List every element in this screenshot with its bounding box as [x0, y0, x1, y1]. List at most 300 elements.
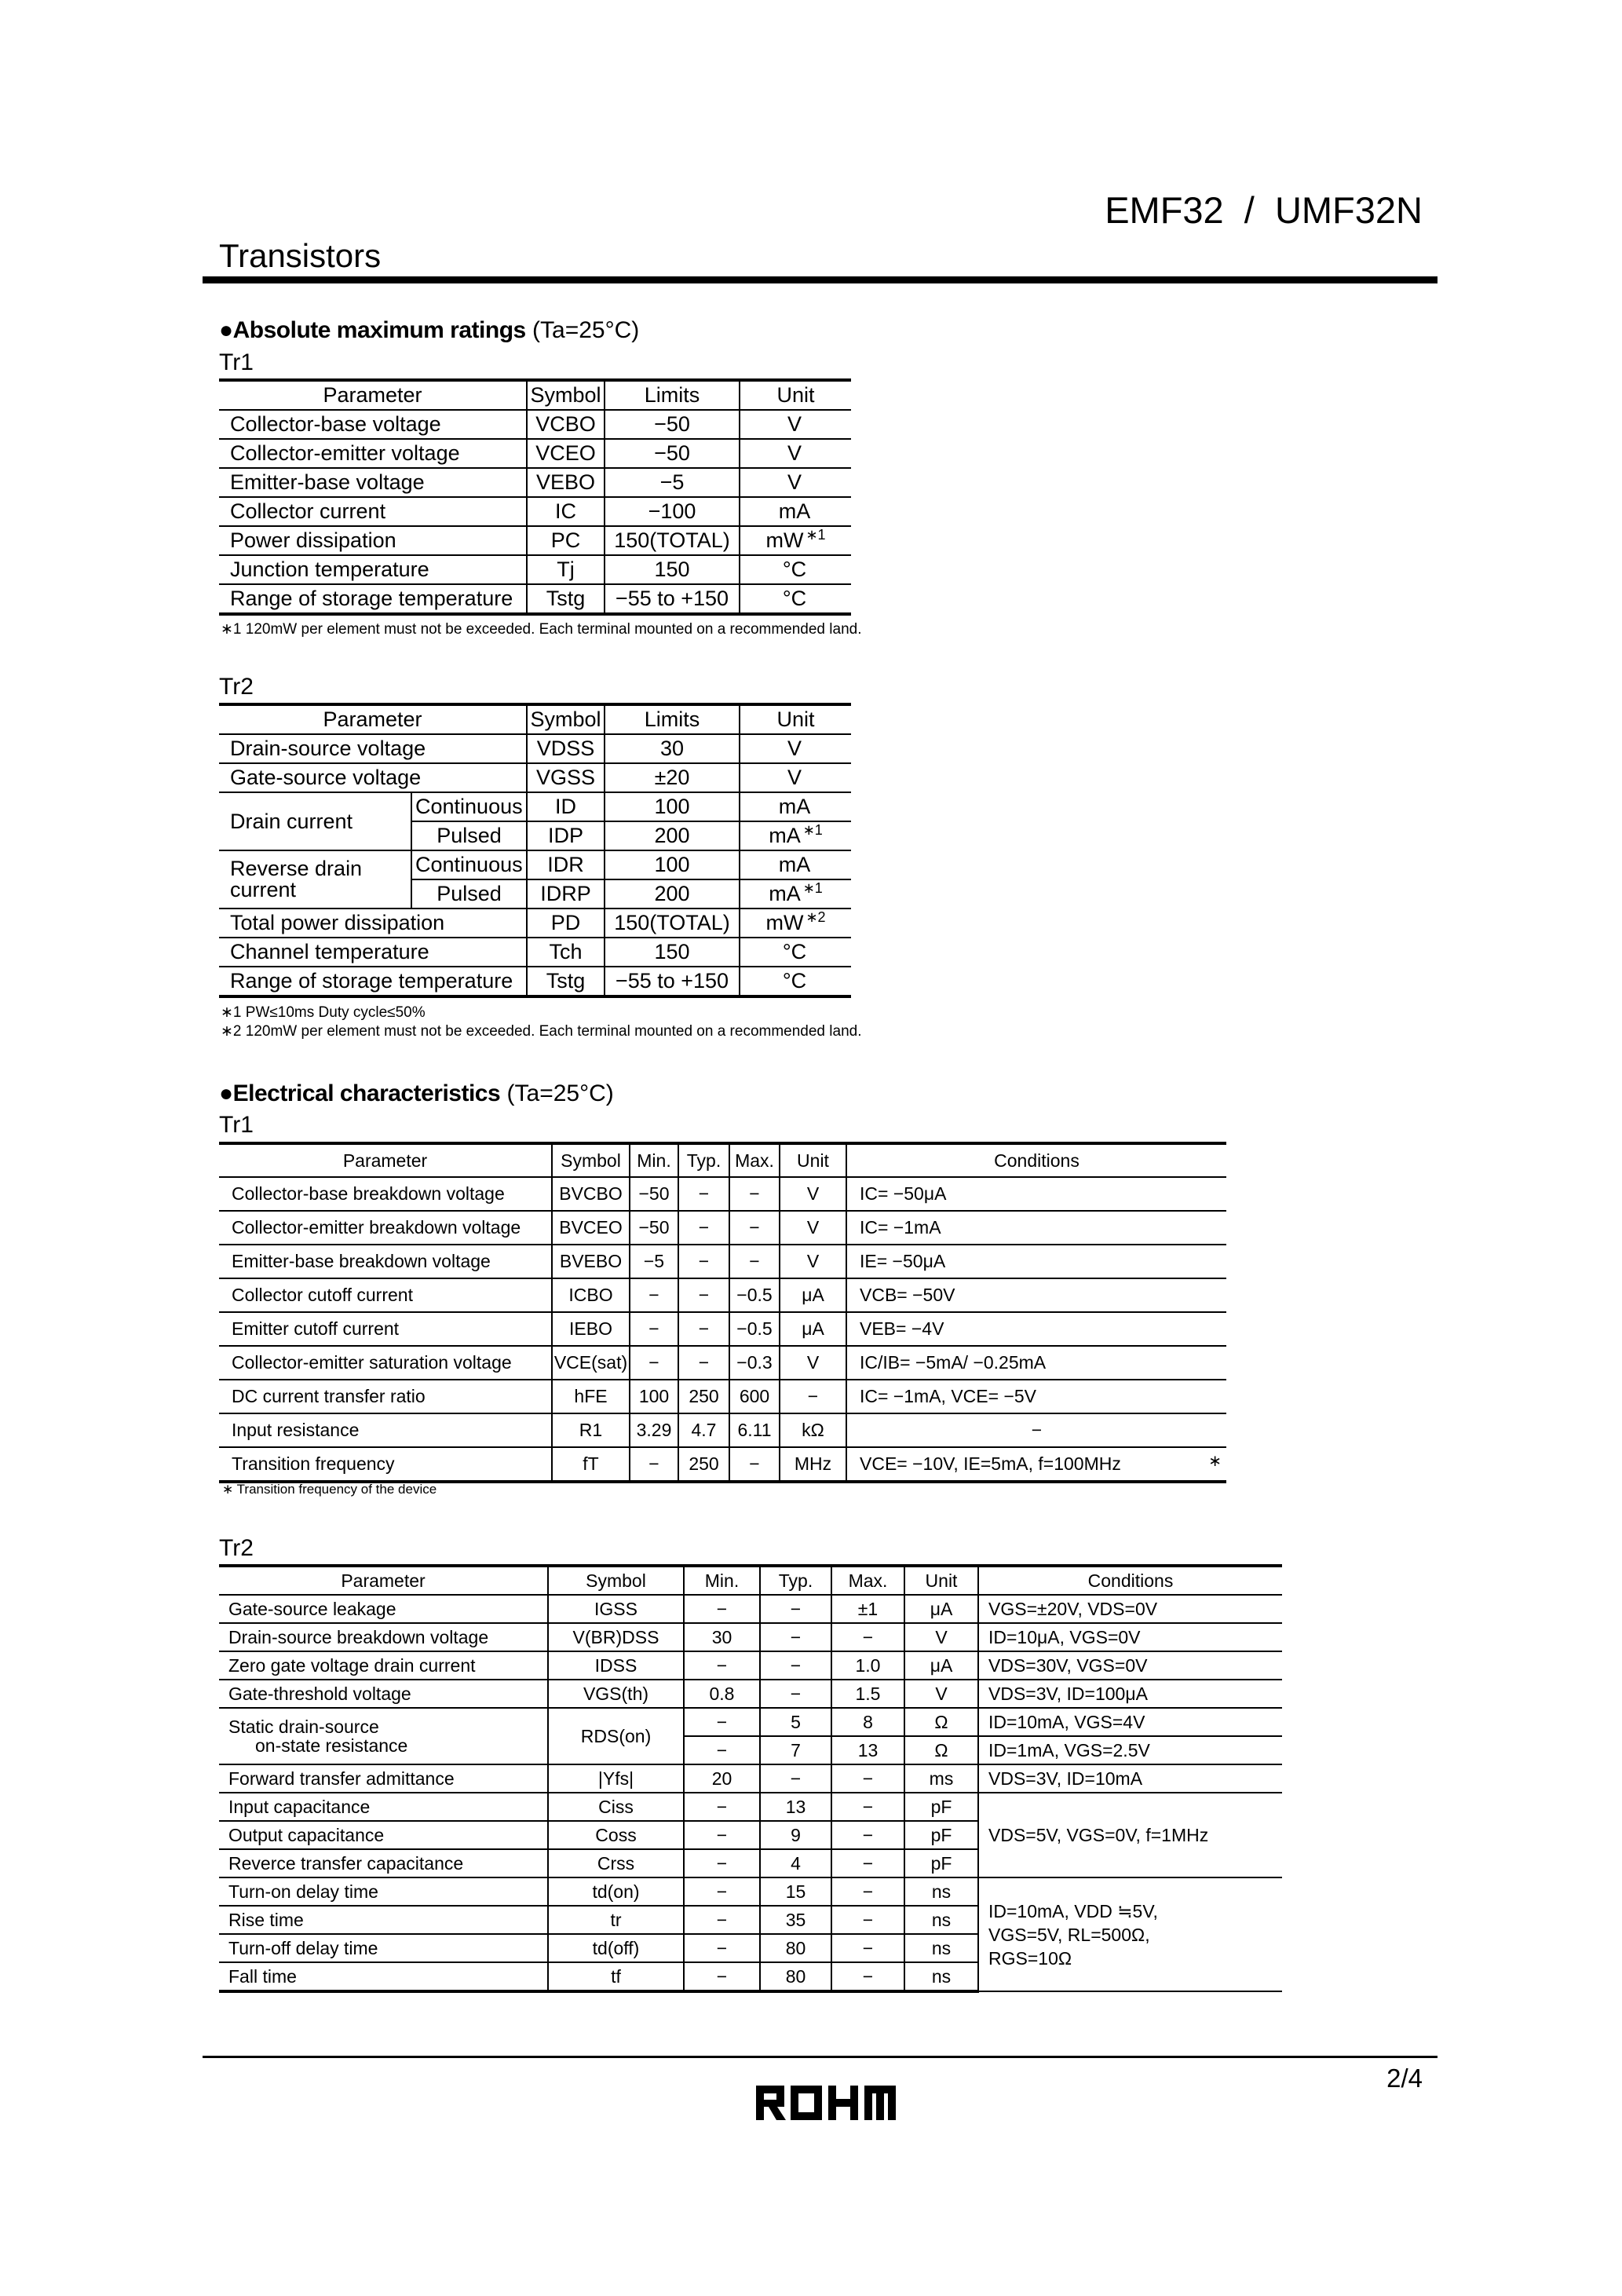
note-mark: ∗2: [806, 909, 826, 925]
col-header: Limits: [605, 704, 740, 734]
unit-cell: −: [780, 1380, 846, 1413]
max-cell: −: [729, 1177, 780, 1211]
col-header: Unit: [904, 1566, 978, 1595]
conditions-text: −: [1031, 1420, 1043, 1440]
unit-cell: MHz: [780, 1447, 846, 1482]
limit-cell: −55 to +150: [605, 584, 740, 614]
col-header: Typ.: [678, 1143, 729, 1177]
col-header: Parameter: [219, 1143, 552, 1177]
mode-cell: Continuous: [411, 792, 527, 821]
symbol-cell: IC: [527, 497, 605, 526]
typ-cell: 13: [760, 1793, 831, 1821]
unit-text: °C: [782, 940, 807, 963]
symbol-cell: ICBO: [552, 1278, 630, 1312]
unit-text: mW: [765, 528, 804, 552]
conditions-cell: [846, 1278, 1226, 1312]
unit-cell: [740, 410, 851, 439]
max-cell: −: [831, 1623, 904, 1651]
unit-cell: [740, 792, 851, 821]
unit-text: °C: [782, 558, 807, 581]
conditions-cell: VDS=5V, VGS=0V, f=1MHz: [978, 1793, 1282, 1877]
limit-cell: −100: [605, 497, 740, 526]
param-cell: [219, 1708, 548, 1764]
unit-cell: [740, 734, 851, 763]
max-cell: −: [831, 1821, 904, 1849]
typ-cell: −: [760, 1680, 831, 1708]
header-rule: [203, 276, 1438, 283]
unit-cell: V: [780, 1211, 846, 1245]
unit-cell: Ω: [904, 1708, 978, 1736]
elec-heading: [219, 1080, 614, 1107]
abs-max-heading-bold: ●Absolute maximum ratings: [219, 317, 526, 343]
typ-cell: 7: [760, 1736, 831, 1764]
min-cell: −: [684, 1708, 760, 1736]
typ-cell: −: [678, 1245, 729, 1278]
symbol-cell: hFE: [552, 1380, 630, 1413]
param-cell: Drain current: [219, 792, 411, 850]
table-row: [219, 1680, 1282, 1708]
table-row: [219, 497, 851, 526]
param-cell: Turn-on delay time: [219, 1877, 548, 1906]
unit-cell: pF: [904, 1821, 978, 1849]
param-cell: Zero gate voltage drain current: [219, 1651, 548, 1680]
unit-cell: [740, 497, 851, 526]
col-header: Unit: [780, 1143, 846, 1177]
col-header: Typ.: [760, 1566, 831, 1595]
min-cell: −: [684, 1821, 760, 1849]
min-cell: −: [630, 1447, 678, 1482]
limit-cell: 30: [605, 734, 740, 763]
table-row: [219, 410, 851, 439]
elec-heading-bold: ●Electrical characteristics: [219, 1080, 501, 1106]
typ-cell: 4: [760, 1849, 831, 1877]
symbol-cell: ID: [527, 792, 605, 821]
elec-heading-cond: (Ta=25°C): [500, 1080, 614, 1106]
param-cell: Collector-emitter voltage: [219, 439, 527, 468]
max-cell: 1.5: [831, 1680, 904, 1708]
unit-cell: [740, 526, 851, 555]
table-row: [219, 1447, 1226, 1482]
table-row: [219, 584, 851, 614]
table-row: [219, 468, 851, 497]
param-cell: Collector current: [219, 497, 527, 526]
typ-cell: 9: [760, 1821, 831, 1849]
unit-cell: ns: [904, 1934, 978, 1962]
symbol-cell: tr: [548, 1906, 684, 1934]
abs-max-tr2-note-2: ∗2 120mW per element must not be exceeded. Each terminal mounted on a recommended land.: [221, 1023, 862, 1040]
table-row: [219, 734, 851, 763]
rohm-logo-icon: [756, 2082, 896, 2123]
param-line: Static drain-source: [228, 1717, 379, 1737]
conditions-text: VCB= −50V: [860, 1285, 955, 1305]
abs-max-tr1-table: [219, 378, 851, 616]
col-header: Min.: [630, 1143, 678, 1177]
min-cell: −: [684, 1793, 760, 1821]
param-cell: Range of storage temperature: [219, 967, 527, 996]
typ-cell: −: [678, 1177, 729, 1211]
min-cell: 30: [684, 1623, 760, 1651]
unit-cell: kΩ: [780, 1413, 846, 1447]
symbol-cell: IDP: [527, 821, 605, 850]
unit-cell: [740, 439, 851, 468]
symbol-cell: BVEBO: [552, 1245, 630, 1278]
symbol-cell: td(off): [548, 1934, 684, 1962]
col-header: Unit: [740, 380, 851, 410]
unit-text: mA: [778, 795, 811, 818]
unit-text: V: [787, 412, 802, 436]
symbol-cell: PC: [527, 526, 605, 555]
min-cell: 0.8: [684, 1680, 760, 1708]
param-cell: Total power dissipation: [219, 909, 527, 938]
typ-cell: −: [760, 1651, 831, 1680]
min-cell: −: [630, 1278, 678, 1312]
param-cell: Collector-emitter saturation voltage: [219, 1346, 552, 1380]
limit-cell: 150(TOTAL): [605, 909, 740, 938]
table-row: [219, 1793, 1282, 1821]
unit-text: °C: [782, 969, 807, 993]
part-number-title: EMF32 / UMF32N: [1105, 189, 1423, 231]
unit-cell: Ω: [904, 1736, 978, 1764]
symbol-cell: IDR: [527, 850, 605, 879]
param-cell: Emitter-base breakdown voltage: [219, 1245, 552, 1278]
max-cell: −: [831, 1934, 904, 1962]
table-row: [219, 1380, 1226, 1413]
unit-text: °C: [782, 587, 807, 610]
table-row: [219, 967, 851, 996]
param-cell: Collector-base breakdown voltage: [219, 1177, 552, 1211]
typ-cell: −: [678, 1312, 729, 1346]
abs-max-tr2-note-1: ∗1 PW≤10ms Duty cycle≤50%: [221, 1004, 426, 1021]
param-cell: Fall time: [219, 1962, 548, 1991]
max-cell: −: [831, 1962, 904, 1991]
limit-cell: 150: [605, 938, 740, 967]
param-cell: Gate-source voltage: [219, 763, 527, 792]
limit-cell: −5: [605, 468, 740, 497]
limit-cell: 200: [605, 821, 740, 850]
table-row: [219, 1764, 1282, 1793]
symbol-cell: Crss: [548, 1849, 684, 1877]
limit-cell: 100: [605, 792, 740, 821]
param-cell: Input resistance: [219, 1413, 552, 1447]
param-cell: Gate-threshold voltage: [219, 1680, 548, 1708]
min-cell: −: [630, 1312, 678, 1346]
conditions-cell: VDS=3V, ID=100μA: [978, 1680, 1282, 1708]
col-header: Conditions: [846, 1143, 1226, 1177]
unit-cell: [740, 763, 851, 792]
conditions-line: RGS=10Ω: [988, 1947, 1072, 1969]
min-cell: 100: [630, 1380, 678, 1413]
symbol-cell: V(BR)DSS: [548, 1623, 684, 1651]
unit-cell: pF: [904, 1849, 978, 1877]
col-header: Symbol: [527, 704, 605, 734]
unit-text: mA: [778, 499, 811, 523]
col-header: Unit: [740, 704, 851, 734]
param-cell: Drain-source voltage: [219, 734, 527, 763]
abs-max-tr2-label: Tr2: [219, 674, 254, 700]
symbol-cell: IEBO: [552, 1312, 630, 1346]
limit-cell: 150(TOTAL): [605, 526, 740, 555]
max-cell: −0.5: [729, 1312, 780, 1346]
max-cell: 13: [831, 1736, 904, 1764]
symbol-cell: IGSS: [548, 1595, 684, 1623]
typ-cell: 15: [760, 1877, 831, 1906]
max-cell: −: [729, 1447, 780, 1482]
symbol-cell: RDS(on): [548, 1708, 684, 1764]
symbol-cell: BVCBO: [552, 1177, 630, 1211]
col-header: Symbol: [552, 1143, 630, 1177]
note-mark: ∗: [1208, 1453, 1222, 1470]
limit-cell: −50: [605, 410, 740, 439]
param-cell: Drain-source breakdown voltage: [219, 1623, 548, 1651]
symbol-cell: VCEO: [527, 439, 605, 468]
max-cell: ±1: [831, 1595, 904, 1623]
col-header: Limits: [605, 380, 740, 410]
symbol-cell: VGSS: [527, 763, 605, 792]
max-cell: 6.11: [729, 1413, 780, 1447]
conditions-cell: [846, 1413, 1226, 1447]
min-cell: −: [630, 1346, 678, 1380]
typ-cell: 35: [760, 1906, 831, 1934]
table-row: [219, 1708, 1282, 1736]
table-row: [219, 763, 851, 792]
min-cell: −: [684, 1651, 760, 1680]
param-line: on-state resistance: [255, 1735, 408, 1756]
symbol-cell: tf: [548, 1962, 684, 1991]
conditions-cell: ID=10mA, VGS=4V: [978, 1708, 1282, 1736]
unit-cell: [740, 584, 851, 614]
max-cell: −: [831, 1793, 904, 1821]
symbol-cell: Tch: [527, 938, 605, 967]
min-cell: 20: [684, 1764, 760, 1793]
min-cell: −: [684, 1934, 760, 1962]
unit-cell: μA: [904, 1595, 978, 1623]
abs-max-tr1-label: Tr1: [219, 349, 254, 375]
max-cell: −: [831, 1906, 904, 1934]
param-cell: Collector cutoff current: [219, 1278, 552, 1312]
symbol-cell: td(on): [548, 1877, 684, 1906]
param-cell: Collector-base voltage: [219, 410, 527, 439]
max-cell: −0.5: [729, 1278, 780, 1312]
table-row: [219, 555, 851, 584]
symbol-cell: Tstg: [527, 967, 605, 996]
table-header-row: [219, 380, 851, 410]
limit-cell: 100: [605, 850, 740, 879]
limit-cell: 200: [605, 879, 740, 909]
table-row: [219, 1346, 1226, 1380]
elec-tr1-note: ∗ Transition frequency of the device: [222, 1482, 437, 1497]
col-header: Parameter: [219, 1566, 548, 1595]
mode-cell: Pulsed: [411, 821, 527, 850]
symbol-cell: IDSS: [548, 1651, 684, 1680]
conditions-line: VGS=5V, RL=500Ω,: [988, 1924, 1150, 1945]
conditions-cell: VDS=30V, VGS=0V: [978, 1651, 1282, 1680]
col-header: Conditions: [978, 1566, 1282, 1595]
unit-cell: V: [904, 1680, 978, 1708]
max-cell: −: [729, 1211, 780, 1245]
note-mark: ∗1: [806, 527, 826, 543]
unit-cell: ns: [904, 1877, 978, 1906]
table-row: [219, 1312, 1226, 1346]
table-header-row: [219, 1143, 1226, 1177]
limit-cell: 150: [605, 555, 740, 584]
max-cell: −: [831, 1764, 904, 1793]
col-header: Max.: [729, 1143, 780, 1177]
param-cell: Channel temperature: [219, 938, 527, 967]
symbol-cell: |Yfs|: [548, 1764, 684, 1793]
conditions-text: IC= −50μA: [860, 1183, 947, 1204]
table-row: [219, 909, 851, 938]
typ-cell: −: [678, 1211, 729, 1245]
table-row: [219, 1877, 1282, 1906]
symbol-cell: Tj: [527, 555, 605, 584]
symbol-cell: VGS(th): [548, 1680, 684, 1708]
param-cell: Forward transfer admittance: [219, 1764, 548, 1793]
table-row: [219, 1623, 1282, 1651]
unit-text: V: [787, 470, 802, 494]
unit-cell: V: [780, 1346, 846, 1380]
symbol-cell: VCBO: [527, 410, 605, 439]
table-row: [219, 1413, 1226, 1447]
param-cell: Output capacitance: [219, 1821, 548, 1849]
page-number: 2/4: [1386, 2064, 1423, 2093]
typ-cell: −: [760, 1595, 831, 1623]
typ-cell: 250: [678, 1380, 729, 1413]
param-cell: [219, 850, 411, 909]
max-cell: −: [729, 1245, 780, 1278]
conditions-text: IC= −1mA, VCE= −5V: [860, 1386, 1037, 1406]
unit-cell: μA: [780, 1278, 846, 1312]
min-cell: −5: [630, 1245, 678, 1278]
typ-cell: 5: [760, 1708, 831, 1736]
max-cell: 1.0: [831, 1651, 904, 1680]
unit-cell: ns: [904, 1906, 978, 1934]
conditions-text: VCE= −10V, IE=5mA, f=100MHz: [860, 1453, 1121, 1474]
table-row: [219, 850, 851, 879]
abs-max-heading: [219, 317, 639, 344]
min-cell: −50: [630, 1211, 678, 1245]
footer-rule: [203, 2056, 1438, 2058]
elec-tr2-label: Tr2: [219, 1535, 254, 1561]
param-cell: Junction temperature: [219, 555, 527, 584]
unit-cell: μA: [904, 1651, 978, 1680]
table-row: [219, 1211, 1226, 1245]
min-cell: −: [684, 1595, 760, 1623]
abs-max-heading-cond: (Ta=25°C): [525, 317, 640, 343]
note-mark: ∗1: [802, 822, 823, 838]
table-header-row: [219, 1566, 1282, 1595]
symbol-cell: IDRP: [527, 879, 605, 909]
unit-cell: ns: [904, 1962, 978, 1991]
conditions-cell: [846, 1380, 1226, 1413]
min-cell: −: [684, 1962, 760, 1991]
conditions-cell: [846, 1211, 1226, 1245]
symbol-cell: VEBO: [527, 468, 605, 497]
table-row: [219, 1177, 1226, 1211]
param-cell: Input capacitance: [219, 1793, 548, 1821]
unit-cell: [740, 821, 851, 850]
table-row: [219, 526, 851, 555]
max-cell: 600: [729, 1380, 780, 1413]
symbol-cell: R1: [552, 1413, 630, 1447]
table-row: [219, 1245, 1226, 1278]
limit-cell: −55 to +150: [605, 967, 740, 996]
conditions-text: IE= −50μA: [860, 1251, 946, 1271]
param-cell: Power dissipation: [219, 526, 527, 555]
unit-cell: [740, 468, 851, 497]
unit-text: mA: [769, 824, 801, 847]
conditions-cell: [978, 1877, 1282, 1991]
typ-cell: 80: [760, 1934, 831, 1962]
symbol-cell: VCE(sat): [552, 1346, 630, 1380]
col-header: Parameter: [219, 704, 527, 734]
param-cell: Reverce transfer capacitance: [219, 1849, 548, 1877]
table-row: [219, 1651, 1282, 1680]
symbol-cell: BVCEO: [552, 1211, 630, 1245]
conditions-cell: [846, 1177, 1226, 1211]
max-cell: −0.3: [729, 1346, 780, 1380]
min-cell: −50: [630, 1177, 678, 1211]
unit-cell: μA: [780, 1312, 846, 1346]
abs-max-tr1-note: ∗1 120mW per element must not be exceeded. Each terminal mounted on a recommended land.: [221, 621, 862, 638]
unit-text: mW: [765, 911, 804, 934]
table-row: [219, 439, 851, 468]
symbol-cell: VDSS: [527, 734, 605, 763]
col-header: Symbol: [548, 1566, 684, 1595]
unit-text: V: [787, 766, 802, 789]
min-cell: −: [684, 1906, 760, 1934]
unit-text: mA: [769, 882, 801, 905]
unit-text: mA: [778, 853, 811, 876]
table-row: [219, 1278, 1226, 1312]
conditions-cell: [846, 1312, 1226, 1346]
unit-cell: pF: [904, 1793, 978, 1821]
conditions-cell: ID=10μA, VGS=0V: [978, 1623, 1282, 1651]
unit-cell: [740, 967, 851, 996]
symbol-cell: Coss: [548, 1821, 684, 1849]
elec-tr1-table: [219, 1142, 1226, 1483]
typ-cell: −: [760, 1623, 831, 1651]
conditions-cell: [846, 1447, 1226, 1482]
symbol-cell: Ciss: [548, 1793, 684, 1821]
unit-cell: V: [780, 1245, 846, 1278]
symbol-cell: Tstg: [527, 584, 605, 614]
max-cell: −: [831, 1849, 904, 1877]
conditions-text: IC/IB= −5mA/ −0.25mA: [860, 1352, 1047, 1373]
unit-cell: [740, 555, 851, 584]
col-header: Min.: [684, 1566, 760, 1595]
limit-cell: −50: [605, 439, 740, 468]
conditions-line: ID=10mA, VDD ≒5V,: [988, 1900, 1158, 1921]
unit-cell: [740, 909, 851, 938]
elec-tr1-label: Tr1: [219, 1112, 254, 1138]
abs-max-tr2-table: [219, 703, 851, 998]
conditions-cell: [846, 1245, 1226, 1278]
mode-cell: Pulsed: [411, 879, 527, 909]
param-cell: Gate-source leakage: [219, 1595, 548, 1623]
param-cell: Transition frequency: [219, 1447, 552, 1482]
unit-text: V: [787, 737, 802, 760]
table-row: [219, 792, 851, 821]
conditions-cell: VDS=3V, ID=10mA: [978, 1764, 1282, 1793]
param-cell: Collector-emitter breakdown voltage: [219, 1211, 552, 1245]
typ-cell: −: [678, 1278, 729, 1312]
param-cell: Emitter-base voltage: [219, 468, 527, 497]
unit-cell: V: [780, 1177, 846, 1211]
col-header: Max.: [831, 1566, 904, 1595]
typ-cell: −: [678, 1346, 729, 1380]
conditions-text: IC= −1mA: [860, 1217, 941, 1238]
param-line: current: [230, 878, 297, 901]
